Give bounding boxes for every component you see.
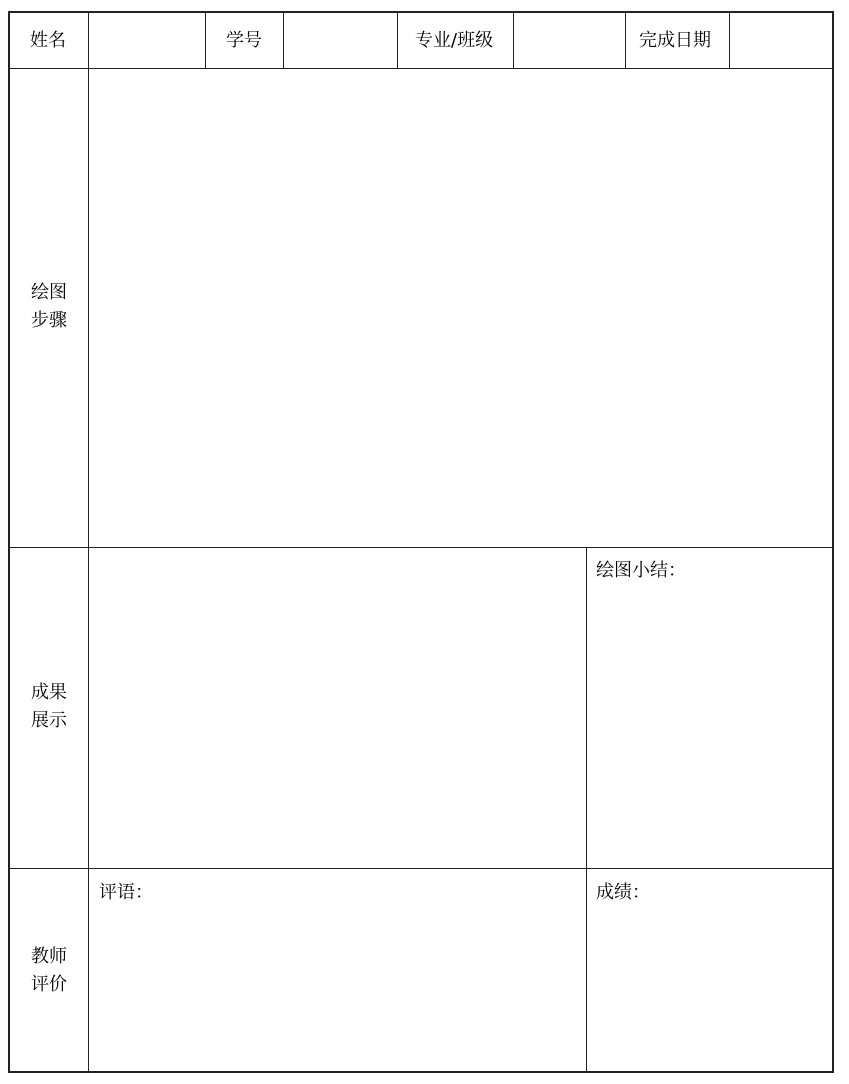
evaluation-section-label [10,943,88,999]
grade-label: 成绩： [596,882,650,903]
col-divider-header-6 [729,13,730,68]
results-label-line2: 展示 [31,710,67,731]
name-label: 姓名 [30,30,66,51]
student-id-label: 学号 [226,30,262,51]
completion-date-label: 完成日期 [639,30,711,51]
row-divider-steps [10,547,834,548]
name-field[interactable] [90,13,204,68]
major-class-field[interactable] [515,13,624,68]
row-divider-header [10,68,834,69]
steps-label-line1: 绘图 [31,282,67,303]
col-divider-lower [586,547,587,1071]
student-id-field[interactable] [285,13,396,68]
steps-content-area[interactable] [90,70,833,546]
results-section-label [10,679,88,735]
completion-date-field[interactable] [731,13,833,68]
steps-label-line2: 步骤 [31,310,67,331]
results-label-line1: 成果 [31,682,67,703]
major-class-label: 专业/班级 [415,30,494,51]
evaluation-label-line1: 教师 [31,946,67,967]
col-divider-header-1 [205,13,206,68]
comment-label: 评语： [99,882,153,903]
evaluation-label-line2: 评价 [31,974,67,995]
col-divider-label [88,13,89,1071]
col-divider-header-5 [625,13,626,68]
results-display-area[interactable] [90,549,585,867]
col-divider-header-4 [513,13,514,68]
drawing-summary-label: 绘图小结： [596,560,686,581]
steps-section-label [10,279,88,335]
assignment-form [8,11,834,1073]
col-divider-header-3 [397,13,398,68]
col-divider-header-2 [283,13,284,68]
row-divider-results [10,868,834,869]
